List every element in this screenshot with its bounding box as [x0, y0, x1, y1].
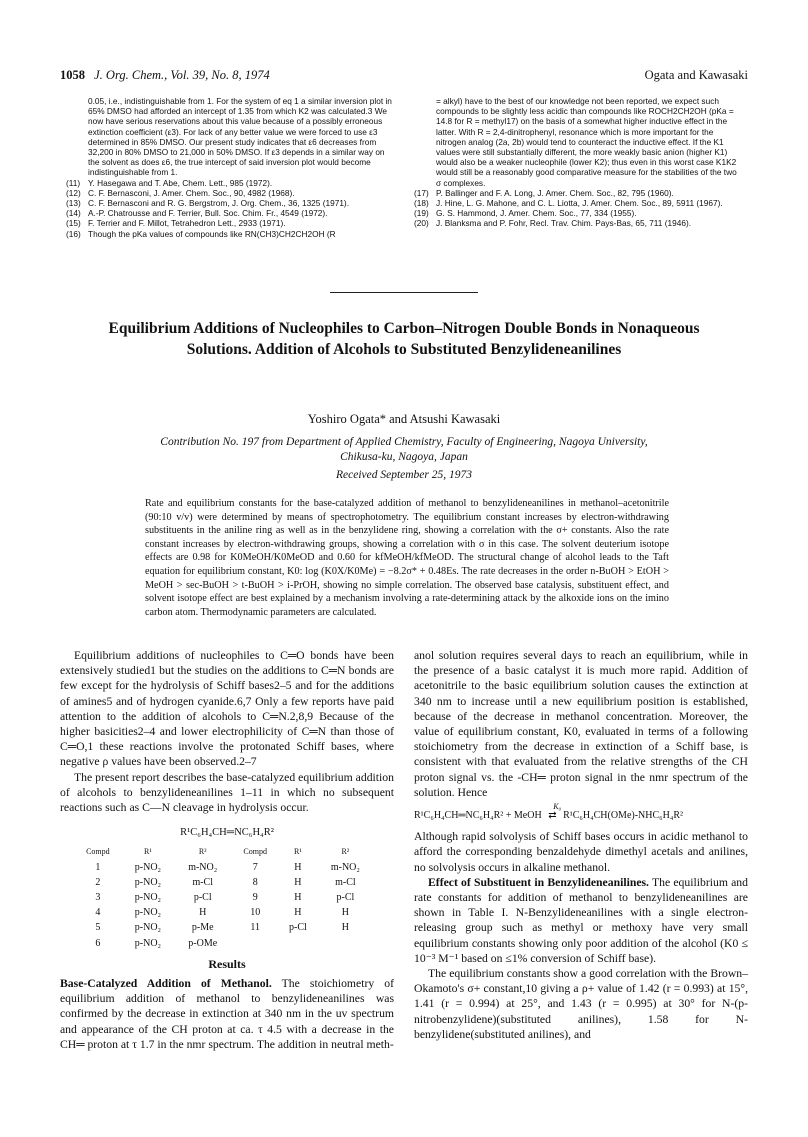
table-cell: p-NO₂	[134, 907, 162, 919]
body-column-right	[414, 648, 748, 1042]
table-cell	[317, 936, 374, 951]
reference-number: (13)	[66, 198, 81, 209]
table-cell: 9	[252, 892, 258, 904]
table-cell	[279, 936, 317, 951]
table-row	[74, 920, 374, 935]
table-cell: H	[341, 907, 349, 919]
table-cell: 11	[250, 922, 260, 934]
paragraph-lead: Base-Catalyzed Addition of Methanol.	[60, 977, 272, 991]
journal-citation: J. Org. Chem., Vol. 39, No. 8, 1974	[94, 68, 270, 82]
reference-number: (19)	[414, 208, 429, 219]
table-cell: p-NO₂	[134, 861, 162, 873]
reference-text: 0.05, i.e., indistinguishable from 1. For the system of eq 1 a similar inversion plot in 65% DMSO had afforded an intercept of 1.35 from which K2 was calculated.3 We now have serious reservations about this value because of a possibly erroneous extinction coefficient (ε3). For lack of any better value we were forced to use ε3 determined in 85% DMSO. Our present study indicates that ε6 decreases from 32,200 in 80% DMSO to 21,000 in 50% DMSO. If ε3 depends in a similar way on the solvent as does ε6, the true intercept of said inversion plot would become indistinguishable from 1.	[88, 96, 392, 178]
table-header-cell: R¹	[294, 847, 302, 857]
paragraph	[414, 875, 748, 966]
header-authors: Ogata and Kawasaki	[644, 68, 748, 82]
table-header-cell: R²	[341, 847, 350, 857]
paragraph-lead: Effect of Substituent in Benzylideneanilines.	[428, 875, 649, 889]
table-header-cell: R¹	[144, 847, 152, 857]
paragraph: Equilibrium additions of nucleophiles to C═O bonds have been extensively studied1 but the studies on the additions to C═N bonds are few except for the hydrolysis of Schiff bases2–5 and for the additions of amines5 and of hydrogen cyanide.6,7 Only a few reports have paid attention to the addition of alcohols to C═N.2,8,9 Because of the higher basicities2–4 and lower electrophilicity of C═N than those of C═O,1 these reactions involve the protonated Schiff bases, where negative ρ values have been observed.2–7	[60, 649, 394, 769]
article-title: Equilibrium Additions of Nucleophiles to Carbon–Nitrogen Double Bonds in Nonaqueous Solutions. Addition of Alcohols to Substituted Benzylideneanilines	[108, 320, 700, 358]
reference-item	[66, 96, 392, 178]
general-formula: R¹C₆H₄CH═NC₆H₄R²	[180, 827, 274, 839]
table-cell: m-Cl	[335, 876, 356, 888]
reference-item	[66, 188, 392, 198]
table-cell: p-Cl	[336, 892, 355, 904]
reference-text: C. F. Bernasconi, J. Amer. Chem. Soc., 90, 4982 (1968).	[88, 187, 295, 198]
paragraph: The present report describes the base-catalyzed equilibrium addition of alcohols to benzylideneanilines 1–11 in which no subsequent reactions such as C—N cleavage in hydrolysis occur.	[60, 770, 394, 815]
table-cell: 7	[252, 861, 258, 873]
reference-number: (20)	[414, 218, 429, 229]
table-cell: p-NO₂	[134, 937, 162, 949]
table-cell: 3	[95, 892, 101, 904]
table-cell	[231, 936, 279, 951]
table-row	[74, 860, 374, 875]
table-cell: H	[294, 861, 302, 873]
table-cell: H	[294, 876, 302, 888]
paragraph-text: The equilibrium and rate constants for addition of methanol to benzylideneanilines are shown in Table I. N-Benzylideneanilines with a single electron-releasing group such as methyl or methoxy have very small equilibrium constants showing only poor addition of the alcohol (K0 ≤ 10⁻³ M⁻¹ based on ≤1% conversion of Schiff base).	[414, 875, 748, 965]
reference-text: A.-P. Chatrousse and F. Terrier, Bull. Soc. Chim. Fr., 4549 (1972).	[88, 208, 328, 219]
arrow-glyph: ⇄	[548, 810, 557, 822]
reference-number: (12)	[66, 187, 81, 198]
equation-reactants: R¹C₆H₄CH═NC₆H₄R² + MeOH	[414, 810, 542, 822]
table-cell: m-NO₂	[188, 861, 218, 873]
table-row	[74, 936, 374, 951]
reference-item	[414, 218, 744, 228]
table-cell: 10	[250, 907, 261, 919]
reference-text: J. Hine, L. G. Mahone, and C. L. Liotta, J. Amer. Chem. Soc., 89, 5911 (1967).	[436, 198, 723, 209]
reference-number: (16)	[66, 228, 81, 239]
equilibrium-arrow	[548, 802, 562, 823]
article-authors: Yoshiro Ogata* and Atsushi Kawasaki	[307, 412, 501, 426]
equilibrium-constant-label: K₀	[553, 802, 562, 812]
paragraph-text: The stoichiometry of equilibrium addition of methanol to benzylideneanilines was confirmed by the decrease in extinction at 340 nm in the uv spectrum and appearance of the CH proton at ca. τ 4.5 with a decrease in the CH═ proton at τ 1.7 in the nmr spectrum. The addition in neutral meth-	[60, 977, 395, 1051]
table-row	[74, 905, 374, 920]
reference-item	[66, 178, 392, 188]
table-cell: m-Cl	[192, 876, 213, 888]
table-cell: p-Cl	[193, 892, 212, 904]
table-cell: m-NO₂	[330, 861, 360, 873]
reference-number: (18)	[414, 198, 429, 209]
table-cell: p-Cl	[289, 922, 307, 934]
table-header-cell: R²	[198, 847, 207, 857]
reference-number: (17)	[414, 187, 429, 198]
compound-table	[74, 844, 374, 950]
reference-number: (15)	[66, 218, 81, 229]
paragraph: anol solution requires several days to reach an equilibrium, while in the presence of a basic catalyst it is much more rapid. Addition of acetonitrile to the basic equilibrium solution causes the extinction at 340 nm to increase until a new equilibrium position is established, because of the decrease in methanol concentration. Moreover, the value of equilibrium constant, K0, evaluated in terms of a following stoichiometry from the decrease in extinction of a Schiff base, is consistent with that evaluated from the relative strengths of the CH proton signal vs. the -CH═ proton signal in the nmr spectrum of the solution. Hence	[414, 649, 748, 799]
table-cell: H	[199, 907, 207, 919]
paragraph: The equilibrium constants show a good correlation with the Brown–Okamoto's σ+ constant,10 giving a ρ+ value of 1.42 (r = 0.993) at 15°, 1.41 (r = 0.994) at 25°, and 1.43 (r = 0.995) at 30° for N-(p-nitrobenzylidene)(substituted anilines), 1.58 for N-benzylidene(substituted anilines), and	[414, 967, 748, 1041]
reference-text: G. S. Hammond, J. Amer. Chem. Soc., 77, 334 (1955).	[436, 208, 637, 219]
table-cell: 6	[95, 937, 101, 949]
paragraph	[60, 976, 394, 1052]
reference-text: Y. Hasegawa and T. Abe, Chem. Lett., 985 (1972).	[88, 177, 273, 188]
reference-item	[414, 96, 744, 188]
table-row	[74, 875, 374, 890]
table-cell: p-NO₂	[134, 922, 162, 934]
reference-item	[414, 188, 744, 198]
reference-item	[66, 218, 392, 228]
paragraph: Although rapid solvolysis of Schiff bases occurs in acidic methanol to afford the corresponding benzaldehyde dimethyl acetals and anilines, no solvolysis occurs in alkaline methanol.	[414, 830, 748, 874]
reference-item	[414, 198, 744, 208]
reference-number: (11)	[66, 177, 81, 188]
section-heading-results: Results	[208, 956, 246, 971]
affiliation: Contribution No. 197 from Department of Applied Chemistry, Faculty of Engineering, Nagoya University, Chikusa-ku, Nagoya, Japan	[160, 436, 648, 463]
table-cell: 4	[95, 907, 101, 919]
reference-text: = alkyl) have to the best of our knowledge not been reported, we expect such compounds to be slightly less acidic than compounds like ROCH2CH2OH (pKa = 14.8 for R = methyl17) on the basis of a somewhat higher inductive effect in the latter. With R = 2,4-dinitrophenyl, resonance which is more important for the nitrogen analog (2a, 2b) would tend to counteract the inductive effect. If the K1 values were still substantially different, the more weakly basic anion (higher K1) would also be a weaker nucleophile (lower K2); thus even in this worst case K1K2 would still be a reasonably good comparative measure for the stabilities of the two σ complexes.	[436, 96, 737, 188]
header-left	[60, 68, 270, 83]
table-cell: H	[341, 922, 349, 934]
table-cell: H	[294, 907, 302, 919]
reference-item	[66, 198, 392, 208]
received-date: Received September 25, 1973	[335, 469, 473, 481]
reference-text: P. Ballinger and F. A. Long, J. Amer. Chem. Soc., 82, 795 (1960).	[436, 187, 674, 198]
table-cell: p-Me	[191, 922, 214, 934]
equation-product: R¹C₆H₄CH(OMe)-NHC₆H₄R²	[563, 810, 684, 822]
body-column-left	[60, 648, 394, 1052]
table-cell: p-NO₂	[134, 892, 162, 904]
page-number: 1058	[60, 68, 85, 82]
reference-item	[414, 208, 744, 218]
reference-text: C. F. Bernasconi and R. G. Bergstrom, J. Org. Chem., 36, 1325 (1971).	[88, 198, 350, 209]
reaction-equation	[414, 802, 748, 823]
references-column-2	[414, 96, 744, 229]
table-cell: 2	[95, 876, 101, 888]
table-header-cell: Compd	[86, 847, 110, 857]
references-column-1	[66, 96, 392, 239]
table-cell: p-OMe	[188, 937, 218, 949]
reference-number: (14)	[66, 208, 81, 219]
reference-text: J. Blanksma and P. Fohr, Recl. Trav. Chim. Pays-Bas, 65, 711 (1946).	[436, 218, 692, 229]
table-row	[74, 890, 374, 905]
table-cell: 1	[95, 861, 101, 873]
table-cell: p-NO₂	[134, 876, 162, 888]
table-cell: 5	[95, 922, 101, 934]
section-divider	[330, 292, 478, 293]
table-header-row	[74, 844, 374, 859]
reference-item	[66, 229, 392, 239]
table-cell: H	[294, 892, 302, 904]
table-cell: 8	[252, 876, 258, 888]
reference-item	[66, 208, 392, 218]
reference-text: F. Terrier and F. Millot, Tetrahedron Lett., 2933 (1971).	[88, 218, 286, 229]
running-header	[60, 68, 748, 86]
table-header-cell: Compd	[243, 847, 267, 857]
reference-text: Though the pKa values of compounds like RN(CH3)CH2CH2OH (R	[88, 228, 336, 239]
abstract: Rate and equilibrium constants for the base-catalyzed addition of methanol to benzylideneanilines in methanol–acetonitrile (90:10 v/v) were determined by means of spectrophotometry. The equilibrium constant increases by electron-withdrawing substituents in the aniline ring as well as in the benzylidene ring, showing a correlation with the σ+ constants. Also the rate constant increases by electron-withdrawing groups, showing a correlation with σ in this case. The solvent deuterium isotope effects are 0.98 for K0MeOH/K0MeOD and 0.60 for kfMeOH/kfMeOD. The structural change of alcohol leads to the Taft equation for equilibrium constant, K0: log (K0X/K0Me) = −8.2σ* + 0.48Es. The rate decreases in the order n-BuOH > EtOH > MeOH > sec-BuOH > t-BuOH > i-PrOH, showing no simple correlation. The observed base catalysis, substituent effect, and solvent isotope effect are best explained by a mechanism involving a rate-determining attack by the alkoxide ions on the imino carbon atom. Thermodynamic parameters are calculated.	[145, 498, 669, 618]
